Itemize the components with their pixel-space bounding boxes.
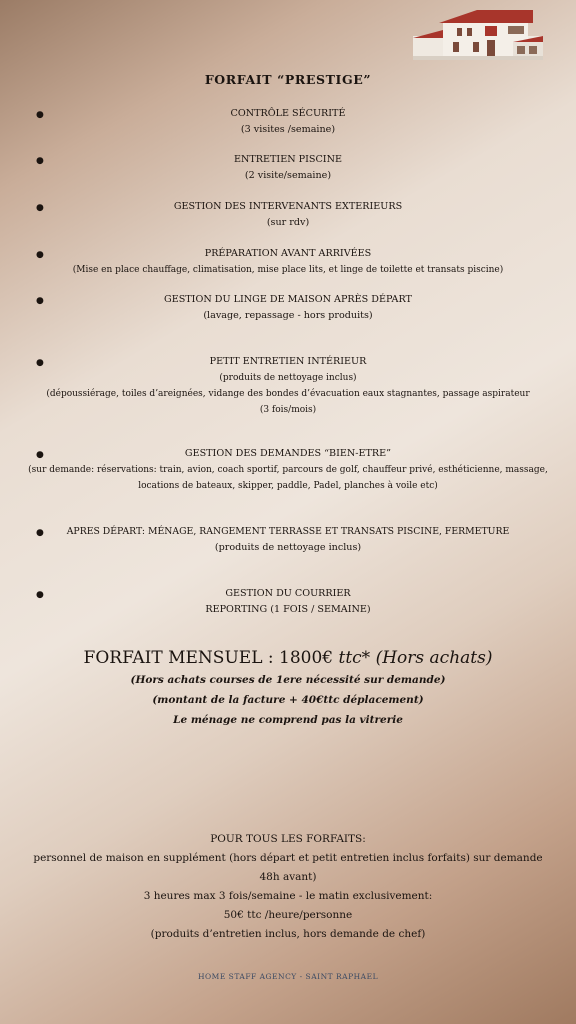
all-forfaits-heading: POUR TOUS LES FORFAITS: <box>210 833 366 845</box>
note-line: Le ménage ne comprend pas la vitrerie <box>173 714 403 726</box>
list-item <box>0 199 576 231</box>
all-forfaits-line: (produits d’entretien inclus, hors demande de chef) <box>150 928 426 940</box>
bullet-icon: ● <box>36 156 44 166</box>
bullet-icon: ● <box>36 528 44 538</box>
list-item <box>0 446 576 494</box>
item-heading: ENTRETIEN PISCINE <box>233 154 342 165</box>
list-item <box>0 292 576 324</box>
item-detail: (lavage, repassage - hors produits) <box>203 310 373 321</box>
item-detail: (dépoussiérage, toiles d’areignées, vidange des bondes d’évacuation eaux stagnantes, passage aspirateur <box>46 389 530 399</box>
all-forfaits-line: 48h avant) <box>259 871 317 883</box>
item-heading: GESTION DES INTERVENANTS EXTERIEURS <box>173 201 403 212</box>
item-heading: APRES DÉPART: MÉNAGE, RANGEMENT TERRASSE ET TRANSATS PISCINE, FERMETURE <box>66 526 510 537</box>
item-detail: locations de bateaux, skipper, paddle, Padel, planches à voile etc) <box>138 481 438 491</box>
list-item <box>0 524 576 556</box>
page-title: FORFAIT “PRESTIGE” <box>204 72 372 87</box>
item-detail: (3 visites /semaine) <box>240 124 336 135</box>
bullet-icon: ● <box>36 358 44 368</box>
list-item <box>0 246 576 278</box>
item-heading: GESTION DU LINGE DE MAISON APRÈS DÉPART <box>164 294 412 305</box>
bullet-icon: ● <box>36 296 44 306</box>
all-forfaits-line: personnel de maison en supplément (hors départ et petit entretien inclus forfaits) sur demande <box>33 852 543 864</box>
item-detail: (sur demande: réservations: train, avion, coach sportif, parcours de golf, chauffeur privé, esthéticienne, massage, <box>28 465 548 475</box>
all-forfaits-line: 50€ ttc /heure/personne <box>223 909 353 921</box>
bullet-icon: ● <box>36 110 44 120</box>
item-detail: REPORTING (1 FOIS / SEMAINE) <box>205 604 371 615</box>
item-detail: (3 fois/mois) <box>259 405 317 415</box>
item-heading: PRÉPARATION AVANT ARRIVÉES <box>204 248 372 259</box>
note-line: (Hors achats courses de 1ere nécessité sur demande) <box>130 674 446 686</box>
list-item <box>0 152 576 184</box>
bullet-icon: ● <box>36 450 44 460</box>
bullet-icon: ● <box>36 203 44 213</box>
item-heading: PETIT ENTRETIEN INTÉRIEUR <box>209 356 367 367</box>
all-forfaits-block <box>0 830 576 944</box>
item-detail: (produits de nettoyage inclus) <box>219 373 357 383</box>
footer-agency: HOME STAFF AGENCY - SAINT RAPHAEL <box>197 972 379 981</box>
item-detail: (sur rdv) <box>266 217 310 228</box>
list-item <box>0 106 576 138</box>
all-forfaits-line: 3 heures max 3 fois/semaine - le matin exclusivement: <box>143 890 433 902</box>
list-item <box>0 586 576 618</box>
item-heading: GESTION DES DEMANDES “BIEN-ETRE” <box>184 448 392 459</box>
house-illustration <box>413 8 543 60</box>
price-tax: ttc* (Hors achats) <box>338 648 493 668</box>
item-detail: (produits de nettoyage inclus) <box>214 542 362 553</box>
list-item <box>0 354 576 418</box>
item-detail: (2 visite/semaine) <box>244 170 332 181</box>
note-line: (montant de la facture + 40€ttc déplacement) <box>152 694 424 706</box>
price-label: FORFAIT MENSUEL : 1800€ <box>83 648 339 668</box>
item-heading: GESTION DU COURRIER <box>225 588 351 599</box>
bullet-icon: ● <box>36 250 44 260</box>
bullet-icon: ● <box>36 590 44 600</box>
monthly-price <box>0 648 576 668</box>
item-heading: CONTRÔLE SÉCURITÉ <box>230 108 346 119</box>
item-detail: (Mise en place chauffage, climatisation, mise place lits, et linge de toilette et transats piscine) <box>72 265 504 275</box>
